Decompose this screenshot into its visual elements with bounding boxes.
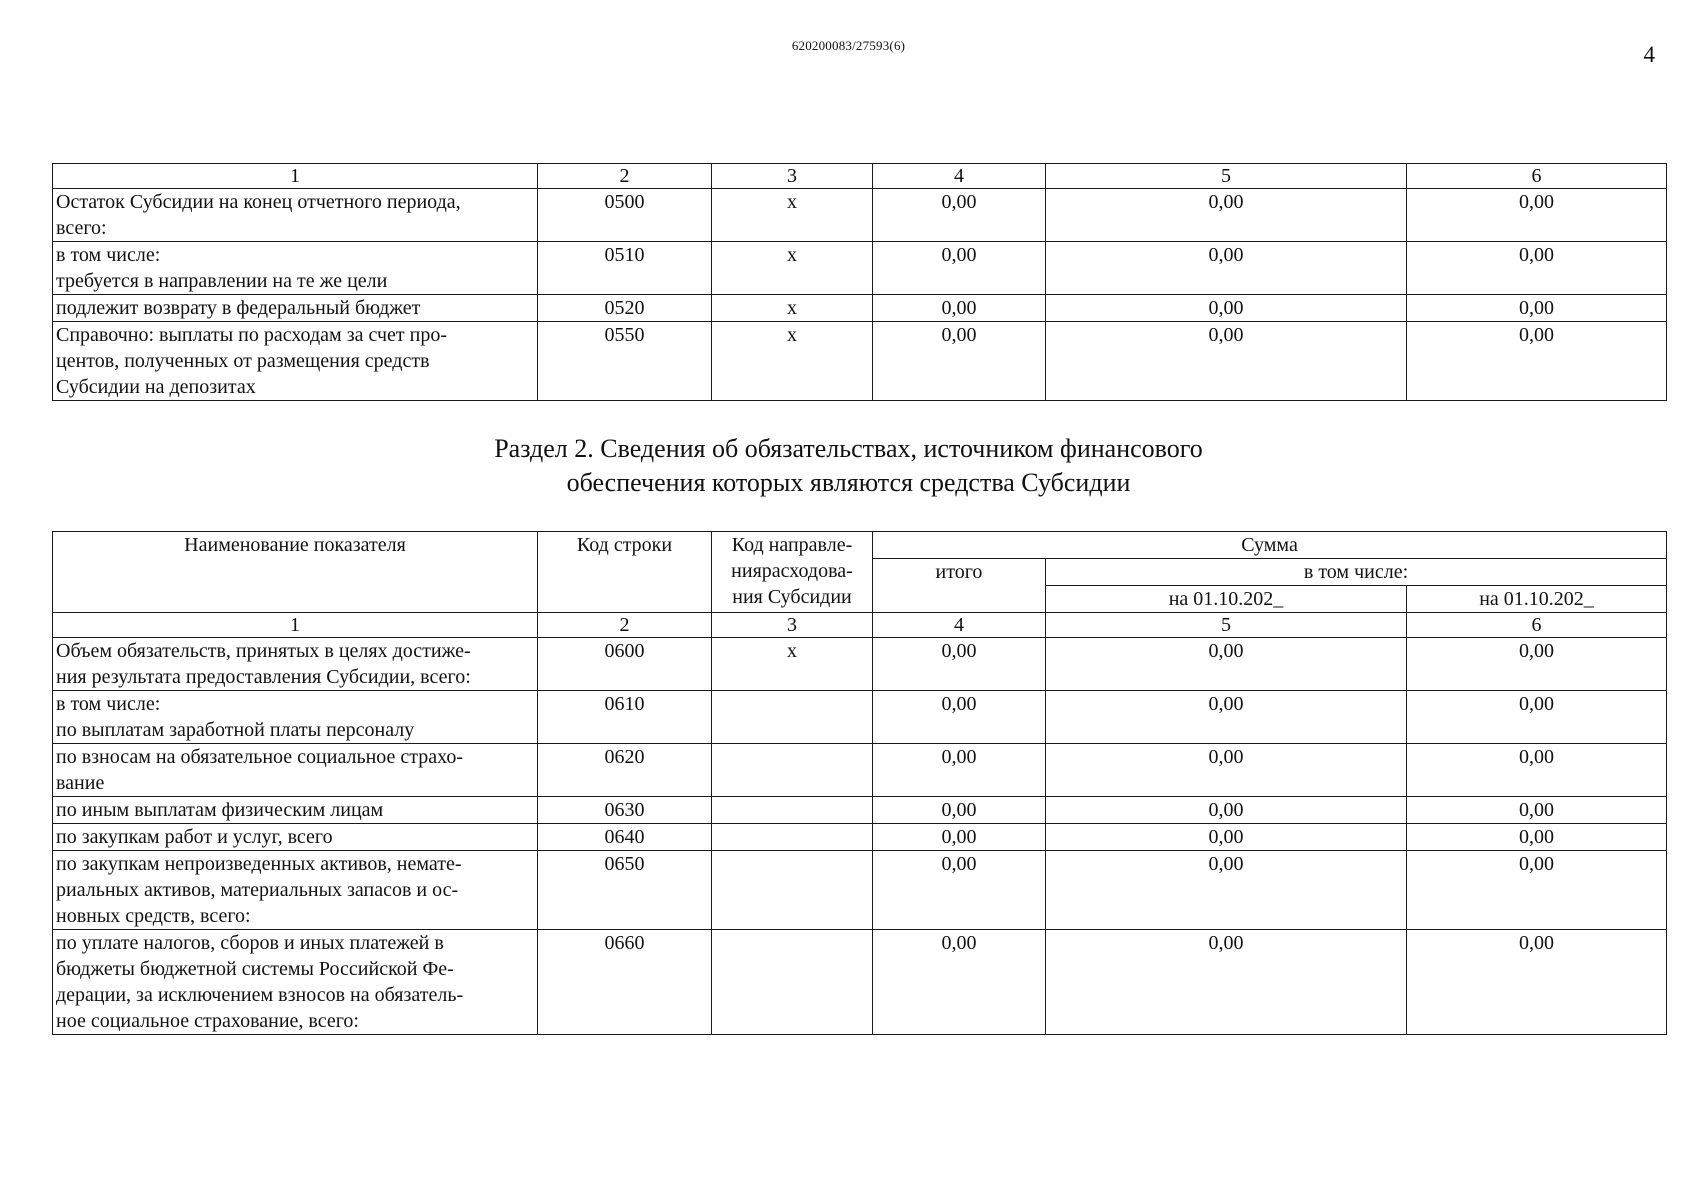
section-heading xyxy=(0,432,1697,500)
row-code: 0550 xyxy=(538,322,712,401)
col5-value: 0,00 xyxy=(1046,295,1407,322)
name-line: ное социальное страхование, всего: xyxy=(56,1010,359,1032)
column-number: 5 xyxy=(1046,164,1407,189)
name-line: Объем обязательств, принятых в целях достиже- xyxy=(56,640,471,662)
header-line: ния Субсидии xyxy=(732,586,852,608)
name-line: Справочно: выплаты по расходам за счет про- xyxy=(56,324,447,346)
indicator-name xyxy=(53,189,538,242)
name-line: подлежит возврату в федеральный бюджет xyxy=(56,297,421,319)
row-code: 0650 xyxy=(538,851,712,930)
name-line: вание xyxy=(56,772,105,794)
col6-value: 0,00 xyxy=(1407,638,1667,691)
column-number: 6 xyxy=(1407,164,1667,189)
section-title-line: обеспечения которых являются средства Субсидии xyxy=(566,468,1131,497)
section-title-line: Раздел 2. Сведения об обязательствах, источником финансового xyxy=(494,434,1203,463)
header-row-code: Код строки xyxy=(538,532,712,613)
header-indicator-name: Наименование показателя xyxy=(53,532,538,613)
total-value: 0,00 xyxy=(873,242,1046,295)
header-line: нияpасходова- xyxy=(731,560,853,582)
name-line: дерации, за исключением взносов на обязатель- xyxy=(56,984,464,1006)
total-value: 0,00 xyxy=(873,322,1046,401)
obligations-table xyxy=(52,531,1667,1035)
name-line: всего: xyxy=(56,217,107,239)
name-line: центов, полученных от размещения средств xyxy=(56,350,430,372)
row-code: 0630 xyxy=(538,797,712,824)
direction-code xyxy=(712,824,873,851)
indicator-name xyxy=(53,322,538,401)
direction-code: x xyxy=(712,322,873,401)
col6-value: 0,00 xyxy=(1407,295,1667,322)
total-value: 0,00 xyxy=(873,691,1046,744)
table-row xyxy=(53,322,1667,401)
name-line: риальных активов, материальных запасов и ос- xyxy=(56,879,459,901)
name-line: по иным выплатам физическим лицам xyxy=(56,799,384,821)
row-code: 0660 xyxy=(538,930,712,1035)
header-row xyxy=(53,532,1667,559)
column-number: 2 xyxy=(538,613,712,638)
name-line: по взносам на обязательное социальное страхо- xyxy=(56,746,464,768)
total-value: 0,00 xyxy=(873,638,1046,691)
direction-code: x xyxy=(712,638,873,691)
name-line: по выплатам заработной платы персоналу xyxy=(56,719,415,741)
table-row xyxy=(53,824,1667,851)
direction-code xyxy=(712,744,873,797)
row-code: 0510 xyxy=(538,242,712,295)
column-number-row xyxy=(53,613,1667,638)
col5-value: 0,00 xyxy=(1046,851,1407,930)
col6-value: 0,00 xyxy=(1407,189,1667,242)
row-code: 0610 xyxy=(538,691,712,744)
name-line: бюджеты бюджетной системы Российской Фе- xyxy=(56,958,454,980)
total-value: 0,00 xyxy=(873,824,1046,851)
indicator-name xyxy=(53,851,538,930)
direction-code: x xyxy=(712,242,873,295)
indicator-name xyxy=(53,242,538,295)
total-value: 0,00 xyxy=(873,295,1046,322)
col5-value: 0,00 xyxy=(1046,930,1407,1035)
column-number: 6 xyxy=(1407,613,1667,638)
indicator-name xyxy=(53,824,538,851)
name-line: требуется в направлении на те же цели xyxy=(56,270,388,292)
table-row xyxy=(53,189,1667,242)
col6-value: 0,00 xyxy=(1407,824,1667,851)
col6-value: 0,00 xyxy=(1407,744,1667,797)
column-number: 3 xyxy=(712,613,873,638)
balance-table xyxy=(52,163,1667,401)
total-value: 0,00 xyxy=(873,189,1046,242)
table-row xyxy=(53,851,1667,930)
table-row xyxy=(53,691,1667,744)
col6-value: 0,00 xyxy=(1407,322,1667,401)
col5-value: 0,00 xyxy=(1046,824,1407,851)
total-value: 0,00 xyxy=(873,744,1046,797)
name-line: Остаток Субсидии на конец отчетного периода, xyxy=(56,191,461,213)
column-number: 4 xyxy=(873,164,1046,189)
header-date-1: на 01.10.202_ xyxy=(1046,586,1407,613)
col5-value: 0,00 xyxy=(1046,189,1407,242)
col6-value: 0,00 xyxy=(1407,797,1667,824)
name-line: новных средств, всего: xyxy=(56,905,251,927)
header-direction-code xyxy=(712,532,873,613)
name-line: ния результата предоставления Субсидии, всего: xyxy=(56,666,471,688)
header-date-2: на 01.10.202_ xyxy=(1407,586,1667,613)
column-number: 1 xyxy=(53,613,538,638)
direction-code xyxy=(712,797,873,824)
col6-value: 0,00 xyxy=(1407,930,1667,1035)
table-row xyxy=(53,930,1667,1035)
column-number: 3 xyxy=(712,164,873,189)
total-value: 0,00 xyxy=(873,851,1046,930)
direction-code: x xyxy=(712,189,873,242)
row-code: 0620 xyxy=(538,744,712,797)
table-row xyxy=(53,797,1667,824)
col6-value: 0,00 xyxy=(1407,691,1667,744)
table-row xyxy=(53,638,1667,691)
column-number: 2 xyxy=(538,164,712,189)
indicator-name xyxy=(53,638,538,691)
header-sum: Сумма xyxy=(873,532,1667,559)
direction-code xyxy=(712,930,873,1035)
header-total: итого xyxy=(873,559,1046,613)
name-line: по уплате налогов, сборов и иных платежей в xyxy=(56,932,444,954)
header-line: Код направле- xyxy=(731,534,853,556)
column-number-row xyxy=(53,164,1667,189)
document-code: 620200083/27593(6) xyxy=(791,38,906,53)
indicator-name xyxy=(53,797,538,824)
table-row xyxy=(53,242,1667,295)
direction-code xyxy=(712,691,873,744)
name-line: по закупкам непроизведенных активов, немате- xyxy=(56,853,462,875)
name-line: в том числе: xyxy=(56,693,161,715)
name-line: в том числе: xyxy=(56,244,161,266)
col5-value: 0,00 xyxy=(1046,691,1407,744)
page-number: 4 xyxy=(1643,42,1655,67)
col5-value: 0,00 xyxy=(1046,638,1407,691)
col6-value: 0,00 xyxy=(1407,242,1667,295)
col5-value: 0,00 xyxy=(1046,744,1407,797)
indicator-name xyxy=(53,295,538,322)
total-value: 0,00 xyxy=(873,797,1046,824)
row-code: 0520 xyxy=(538,295,712,322)
col5-value: 0,00 xyxy=(1046,322,1407,401)
row-code: 0640 xyxy=(538,824,712,851)
direction-code xyxy=(712,851,873,930)
column-number: 5 xyxy=(1046,613,1407,638)
row-code: 0600 xyxy=(538,638,712,691)
col5-value: 0,00 xyxy=(1046,797,1407,824)
indicator-name xyxy=(53,691,538,744)
table-row xyxy=(53,744,1667,797)
row-code: 0500 xyxy=(538,189,712,242)
indicator-name xyxy=(53,744,538,797)
total-value: 0,00 xyxy=(873,930,1046,1035)
table-row xyxy=(53,295,1667,322)
direction-code: x xyxy=(712,295,873,322)
header-including: в том числе: xyxy=(1046,559,1667,586)
col6-value: 0,00 xyxy=(1407,851,1667,930)
indicator-name xyxy=(53,930,538,1035)
column-number: 4 xyxy=(873,613,1046,638)
column-number: 1 xyxy=(53,164,538,189)
name-line: Субсидии на депозитах xyxy=(56,376,256,398)
name-line: по закупкам работ и услуг, всего xyxy=(56,826,333,848)
col5-value: 0,00 xyxy=(1046,242,1407,295)
